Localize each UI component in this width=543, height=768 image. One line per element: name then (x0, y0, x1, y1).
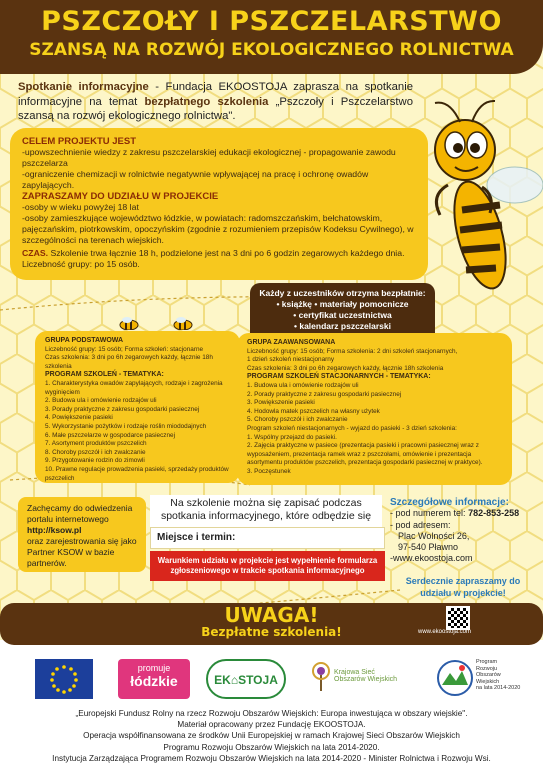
ksow-name-1: Krajowa Sieć (334, 669, 375, 676)
eu-flag-icon (35, 659, 93, 699)
eko-text-2: STOJA (238, 673, 278, 687)
small-bee-icon (172, 317, 194, 330)
ksow-link[interactable]: http://ksow.pl (27, 525, 82, 535)
participation-warning: Warunkiem udziału w projekcie jest wypełnienie formularza zgłoszeniowego w trakcie spotkania informacyjnego (150, 551, 385, 581)
basic-group-heading: GRUPA PODSTAWOWA (45, 337, 124, 344)
ksow-line: oraz zarejestrowania się jako (27, 536, 137, 546)
program-item: 3. Porady praktyczne z zakresu gospodarki pasiecznej (45, 405, 200, 413)
ekoostoja-logo: EK⌂STOJA (206, 659, 286, 699)
footer-line: Operacja współfinansowana ze środków Unii Europejskiej w ramach Krajowej Sieci Obszarów Wiejskich (83, 731, 460, 741)
phone-number[interactable]: 782-853-258 (468, 508, 520, 519)
address-street: Plac Wolności 26, (398, 530, 470, 541)
ksow-line: Partner KSOW w bazie partnerów. (27, 547, 115, 568)
advanced-group-line: Liczebność grupy: 15 osób; Forma szkolenia: 2 dni szkoleń stacjonarnych, (247, 347, 458, 355)
basic-group-panel (35, 331, 240, 483)
footer-notice (10, 708, 533, 764)
ksow-line: Zachęcamy do odwiedzenia (27, 503, 133, 513)
program-item: 5. Choroby pszczół i ich zwalczanie (247, 416, 348, 424)
advanced-group-panel (237, 333, 512, 485)
prow-text: Obszarów (476, 672, 501, 678)
banner-website[interactable]: www.ekoostoja.com (418, 629, 472, 635)
goal-item: -upowszechnienie wiedzy z zakresu pszczelarskiej edukacji ekologicznej - propagowanie zawodu pszczelarza (22, 147, 396, 168)
page-title: PSZCZOŁY I PSZCZELARSTWO (41, 6, 502, 37)
small-bee-icon (118, 317, 140, 330)
prow-text: Wiejskich (476, 678, 500, 685)
contact-info (390, 497, 540, 565)
place-and-date-field[interactable]: Miejsce i termin: (150, 527, 385, 549)
program-item: 6. Małe pszczelarze w gospodarce pasiecznej (45, 431, 176, 439)
promotes-lodzkie-logo (118, 659, 190, 699)
time-text: Szkolenie trwa łącznie 18 h, podzielone jest na 3 dni po 6 godzin zegarowych każdego dnia. Liczebność grupy: po 15 osób. (22, 248, 405, 269)
intro-text: - Fundacja EKOOSTOJA zaprasza na spotkanie informacyjne na temat (18, 81, 413, 108)
address-city: 97-540 Pławno (398, 542, 459, 553)
eko-text-1: EK (214, 673, 231, 687)
footer-line: Materiał opracowany przez Fundację EKOOSTOJA. (177, 720, 366, 730)
intro-paragraph (18, 80, 413, 124)
program-item: Program szkoleń niestacjonarnych - wyjazd do pasieki - 3 dzień szkolenia: (247, 424, 457, 432)
program-item: 2. Budowa ula i omówienie rodzajów uli (45, 397, 157, 405)
footer-line: Instytucja Zarządzająca Programem Rozwoju Obszarów Wiejskich na lata 2014-2020 - Minister Rolnictwa i Rozwoju Wsi. (52, 753, 491, 763)
cta-line: udziału w projekcie! (420, 588, 506, 598)
ksow-name-2: Obszarów Wiejskich (334, 676, 398, 683)
ksow-line: portalu internetowego (27, 514, 109, 524)
intro-lead: Spotkanie informacyjne (18, 81, 149, 93)
program-item: 10. Prawne regulacje prowadzenia pasieki, sprzedaży produktów pszczelich (45, 465, 229, 482)
signup-info: Na szkolenie można się zapisać podczas spotkania informacyjnego, które odbędzie się (150, 495, 382, 531)
ksow-panel (18, 497, 146, 572)
time-label: CZAS. (22, 248, 49, 258)
footer-line: „Europejski Fundusz Rolny na rzecz Rozwoju Obszarów Wiejskich: Europa inwestująca w obszary wiejskie". (75, 709, 468, 718)
intro-bold: bezpłatnego szkolenia (144, 95, 269, 108)
basic-group-line: Liczebność grupy: 15 osób; Forma szkoleń: stacjonarne (45, 345, 204, 353)
advanced-group-heading: GRUPA ZAAWANSOWANA (247, 339, 336, 346)
qr-code-icon[interactable] (446, 606, 470, 630)
intro-tail: „Pszczoły i Pszczelarstwo szansą na rozwój ekologicznego rolnictwa". (18, 95, 413, 122)
prow-logo (436, 659, 526, 699)
benefit-item: • kalendarz pszczelarski (294, 321, 391, 331)
promote-text: promuje (137, 663, 171, 673)
address-label: - pod adresem: (390, 519, 451, 530)
program-item: 7. Asortyment produktów pszczelich (45, 440, 147, 448)
lodzkie-text: łódzkie (130, 673, 178, 689)
prow-emblem-icon (436, 659, 474, 697)
goals-heading: CELEM PROJEKTU JEST (22, 136, 137, 147)
cta-line: Serdecznie zapraszamy do (405, 576, 521, 586)
free-training-text: Bezpłatne szkolenia! (201, 625, 342, 639)
program-item: 2. Porady praktyczne z zakresu gospodarki pasiecznej (247, 390, 402, 398)
basic-program-heading: PROGRAM SZKOLEŃ - TEMATYKA: (45, 371, 164, 379)
attention-title: UWAGA! (224, 603, 319, 627)
invite-item: -osoby w wieku powyżej 18 lat (22, 202, 139, 212)
program-item: 9. Przygotowanie rodzin do zimowli (45, 457, 145, 465)
basic-group-line: Czas szkolenia: 3 dni po 6h zegarowych każdy, łącznie 18h szkolenia (45, 354, 213, 370)
project-goals-panel (10, 128, 428, 280)
invite-item: -osoby zamieszkujące województwo łódzkie, w powiatach: radomszczańskim, bełchatowskim, pajęczańskim, piotrkowskim, opoczyńskim (zgodnie z rozumieniem przepisów Kodeksu Cywilnego), w szczególności na terenach wiejskich. (22, 213, 414, 245)
program-item: 2. Zajęcia praktyczne w pasiece (prezentacja pasieki i pracowni pasiecznej wraz z wyposażeniem, prezentacja ramek wraz z pszczołami, omówienie i prezentacja asortymentu produktów pszczelich, prezentacja gospodarki pasiecznej w praktyce). (247, 442, 483, 467)
contact-heading: Szczegółowe informacje: (390, 497, 509, 508)
footer-line: Programu Rozwoju Obszarów Wiejskich na lata 2014-2020. (163, 742, 380, 752)
benefit-item: • certyfikat uczestnictwa (293, 310, 392, 320)
benefit-item: • książkę • materiały pomocnicze (276, 299, 409, 309)
goal-item: -ograniczenie chemizacji w rolnictwie negatywnie wpływającej na pracę i ochronę owadów zapylających. (22, 169, 369, 190)
bee-mascot-icon (420, 95, 543, 305)
program-item: 1. Wspólny przejazd do pasieki. (247, 433, 337, 441)
ksow-logo (310, 659, 400, 699)
program-item: 4. Powiększenie pasieki (45, 414, 113, 422)
program-item: 3. Poczęstunek (247, 467, 291, 475)
program-item: 8. Choroby pszczół i ich zwalczanie (45, 448, 146, 456)
contact-phone-line (390, 508, 540, 519)
page-subtitle: SZANSĄ NA ROZWÓJ EKOLOGICZNEGO ROLNICTWA (29, 40, 514, 60)
prow-text: Rozwoju (476, 665, 498, 672)
advanced-program-heading: PROGRAM SZKOLEŃ STACJONARNYCH - TEMATYKA: (247, 373, 431, 381)
website-link[interactable]: -www.ekoostoja.com (390, 553, 473, 564)
prow-text: na lata 2014-2020 (476, 685, 521, 691)
program-item: 3. Powiększenie pasieki (247, 399, 315, 407)
advanced-group-line: 1 dzień szkoleń niestacjonarny (247, 356, 335, 364)
time-info (22, 248, 416, 270)
program-item: 4. Hodowla matek pszczelich na własny użytek (247, 407, 380, 415)
ksow-tree-icon (310, 661, 332, 693)
phone-label: - pod numerem tel: (390, 508, 466, 519)
prow-text: Program (476, 659, 498, 665)
sponsor-logos (0, 655, 543, 705)
invite-heading: ZAPRASZAMY DO UDZIAŁU W PROJEKCIE (22, 191, 219, 202)
benefits-heading: Każdy z uczestników otrzyma bezpłatnie: (259, 288, 426, 298)
advanced-group-line: Czas szkolenia: 3 dni po 6h zegarowych każdy, łącznie 18h szkolenia (247, 364, 444, 372)
invitation-callout (393, 575, 533, 599)
program-item: 1. Budowa ula i omówienie rodzajów uli (247, 381, 359, 389)
program-item: 1. Charakterystyka owadów zapylających, rodzaje i zagrożenia wyginięciem (45, 379, 223, 396)
program-item: 5. Wykorzystanie pożytków i rodzaje roślin miododajnych (45, 422, 207, 430)
